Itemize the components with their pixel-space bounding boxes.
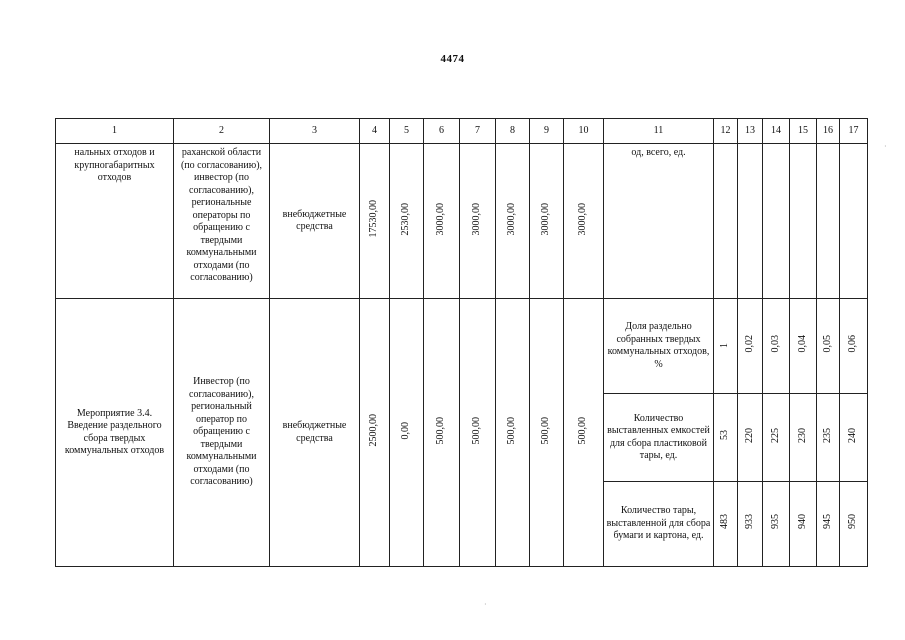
amount-year-cell [496,144,530,299]
indicator-value-cell [817,299,840,394]
indicator-value: 220 [743,427,755,443]
amount-year-cell [424,144,460,299]
indicator-value-cell [714,299,738,394]
header-col-4: 4 [360,119,390,144]
indicator-value-cell [763,144,790,299]
indicator-value-cell [817,144,840,299]
indicator-value: 0,02 [743,335,755,353]
indicator-value-cell [763,482,790,567]
header-row [56,119,868,144]
amount-year-cell [496,299,530,567]
header-col-1: 1 [56,119,174,144]
header-col-7: 7 [460,119,496,144]
indicator-value-cell [817,482,840,567]
indicator-value: 53 [719,430,731,441]
amount-year-value: 3000,00 [540,202,552,235]
scan-mark: · [484,600,487,609]
scan-mark: · [884,142,887,151]
header-col-14: 14 [763,119,790,144]
amount-year-cell [530,144,564,299]
indicator-value-cell [763,394,790,482]
indicator-value-cell [790,482,817,567]
header-col-5: 5 [390,119,424,144]
table-row [56,144,868,299]
amount-year-value: 500,00 [577,416,589,444]
amount-year-cell [424,299,460,567]
indicator-value-cell [738,482,763,567]
indicator-value: 0,06 [847,335,859,353]
indicator-value-cell [840,299,868,394]
amount-year-value: 500,00 [540,416,552,444]
header-col-13: 13 [738,119,763,144]
table-row [56,299,868,394]
header-col-8: 8 [496,119,530,144]
header-col-3: 3 [270,119,360,144]
amount-year-cell [460,299,496,567]
indicator-value: 240 [847,427,859,443]
header-col-10: 10 [564,119,604,144]
measure-name-cell: Мероприятие 3.4. Введение раздельного сбора твердых коммунальных отходов [56,299,174,567]
amount-year-value: 3000,00 [471,202,483,235]
amount-year-value: 0,00 [400,421,412,439]
indicator-value-cell [738,144,763,299]
indicator-value-cell [714,482,738,567]
indicator-value-cell [817,394,840,482]
indicator-value-cell [840,482,868,567]
executors-cell: раханской области (по согласованию), инвестор (по согласованию), региональные операторы по обращению с твердыми коммунальными отходами (по согласованию) [174,144,270,299]
indicator-value: 935 [769,514,781,530]
indicator-value-cell [790,144,817,299]
header-col-15: 15 [790,119,817,144]
amount-year-cell [460,144,496,299]
page-number: 4474 [440,53,465,65]
amount-year-value: 500,00 [435,416,447,444]
funding-source-cell: внебюджетные средства [270,299,360,567]
indicator-value: 933 [743,514,755,530]
indicator-value-cell [714,144,738,299]
indicator-value-cell [840,394,868,482]
amount-year-value: 3000,00 [577,202,589,235]
header-col-2: 2 [174,119,270,144]
amount-year-value: 3000,00 [435,202,447,235]
amount-total-value: 17530,00 [368,200,380,238]
amount-year-cell [564,144,604,299]
indicator-value-cell [840,144,868,299]
measure-name-cell: нальных отходов и крупногабаритных отходов [56,144,174,299]
indicator-value: 0,04 [796,335,808,353]
indicator-value-cell [790,299,817,394]
indicator-value: 483 [719,514,731,530]
amount-year-value: 500,00 [506,416,518,444]
header-col-12: 12 [714,119,738,144]
indicator-value: 950 [847,514,859,530]
amount-total-cell [360,299,390,567]
indicator-value: 1 [719,342,731,348]
indicator-name-cell: Количество тары, выставленной для сбора бумаги и картона, ед. [604,482,714,567]
indicator-value-cell [790,394,817,482]
amount-total-cell [360,144,390,299]
header-col-9: 9 [530,119,564,144]
indicator-name-cell: Количество выставленных емкостей для сбора пластиковой тары, ед. [604,394,714,482]
indicator-value-cell [738,299,763,394]
header-col-17: 17 [840,119,868,144]
indicator-value: 945 [821,514,833,530]
executors-cell: Инвестор (по согласованию), региональный оператор по обращению с твердыми коммунальными отходами (по согласованию) [174,299,270,567]
indicator-value: 230 [796,427,808,443]
amount-year-value: 500,00 [471,416,483,444]
header-col-11: 11 [604,119,714,144]
amount-year-value: 2530,00 [400,202,412,235]
header-col-16: 16 [817,119,840,144]
indicator-value: 225 [769,427,781,443]
amount-year-cell [530,299,564,567]
indicator-value: 235 [821,427,833,443]
indicator-value-cell [763,299,790,394]
amount-year-cell [564,299,604,567]
indicator-value: 940 [796,514,808,530]
amount-year-cell [390,144,424,299]
indicator-value: 0,03 [769,335,781,353]
amount-total-value: 2500,00 [368,414,380,447]
header-col-6: 6 [424,119,460,144]
indicator-value: 0,05 [821,335,833,353]
measures-table [55,118,868,567]
indicator-name-cell: Доля раздельно собранных твердых коммунальных отходов, % [604,299,714,394]
funding-source-cell: внебюджетные средства [270,144,360,299]
indicator-name-cell: од, всего, ед. [604,144,714,299]
amount-year-cell [390,299,424,567]
indicator-value-cell [714,394,738,482]
amount-year-value: 3000,00 [506,202,518,235]
indicator-value-cell [738,394,763,482]
